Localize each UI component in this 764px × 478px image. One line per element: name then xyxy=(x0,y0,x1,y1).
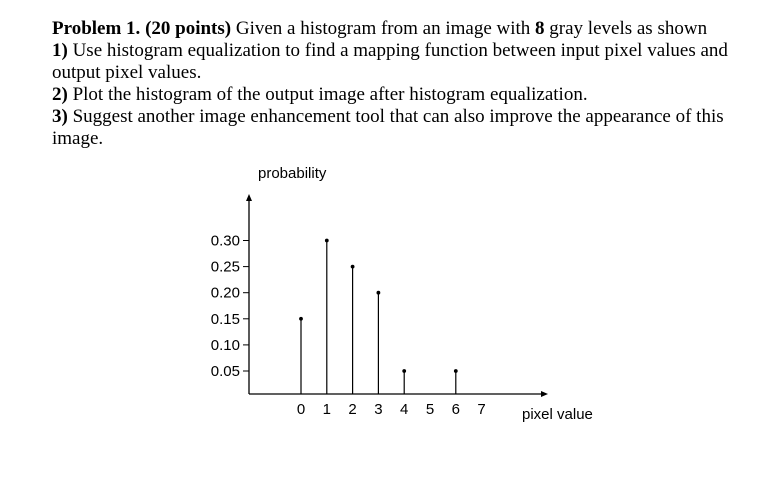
x-tick-label: 5 xyxy=(425,401,435,418)
problem-title: Problem 1. xyxy=(52,18,141,39)
y-axis-arrow xyxy=(246,194,252,201)
y-tick-label: 0.20 xyxy=(210,284,240,302)
stem-point xyxy=(402,369,406,373)
question-1-number: 1) xyxy=(52,40,68,61)
problem-points: (20 points) xyxy=(145,18,232,39)
x-tick-label: 2 xyxy=(348,401,357,418)
stem-point xyxy=(351,265,355,269)
question-2-text: Plot the histogram of the output image after histogram equalization. xyxy=(67,84,588,105)
question-2-number: 2) xyxy=(52,84,68,105)
x-tick-label: 0 xyxy=(296,401,306,418)
question-1-text: Use histogram equalization to find a mapping function between input pixel values and output pixel values. xyxy=(52,40,728,83)
y-tick-label: 0.15 xyxy=(210,310,240,328)
question-3-text: Suggest another image enhancement tool that can also improve the appearance of this image. xyxy=(52,106,724,149)
x-tick-label: 4 xyxy=(400,401,409,418)
y-tick-label: 0.10 xyxy=(210,336,240,354)
question-3-number: 3) xyxy=(52,106,68,127)
x-axis-arrow xyxy=(541,391,548,397)
y-tick-label: 0.30 xyxy=(210,232,240,250)
stem-point xyxy=(299,317,303,321)
x-tick-label: 7 xyxy=(477,401,486,418)
x-tick-label: 6 xyxy=(451,401,460,418)
gray-levels-count: 8 xyxy=(535,18,545,39)
stem-point xyxy=(325,239,329,243)
x-tick-label: 3 xyxy=(374,401,383,418)
y-axis-label: probability xyxy=(258,165,327,182)
stem-point xyxy=(454,369,458,373)
y-tick-label: 0.05 xyxy=(210,363,240,380)
x-tick-label: 1 xyxy=(322,401,331,418)
intro-text-a: Given a histogram from an image with xyxy=(231,18,536,39)
x-axis-label: pixel value xyxy=(522,406,593,423)
intro-text-b: gray levels as shown xyxy=(544,18,708,39)
stem-point xyxy=(377,291,381,295)
y-tick-label: 0.25 xyxy=(210,258,240,276)
